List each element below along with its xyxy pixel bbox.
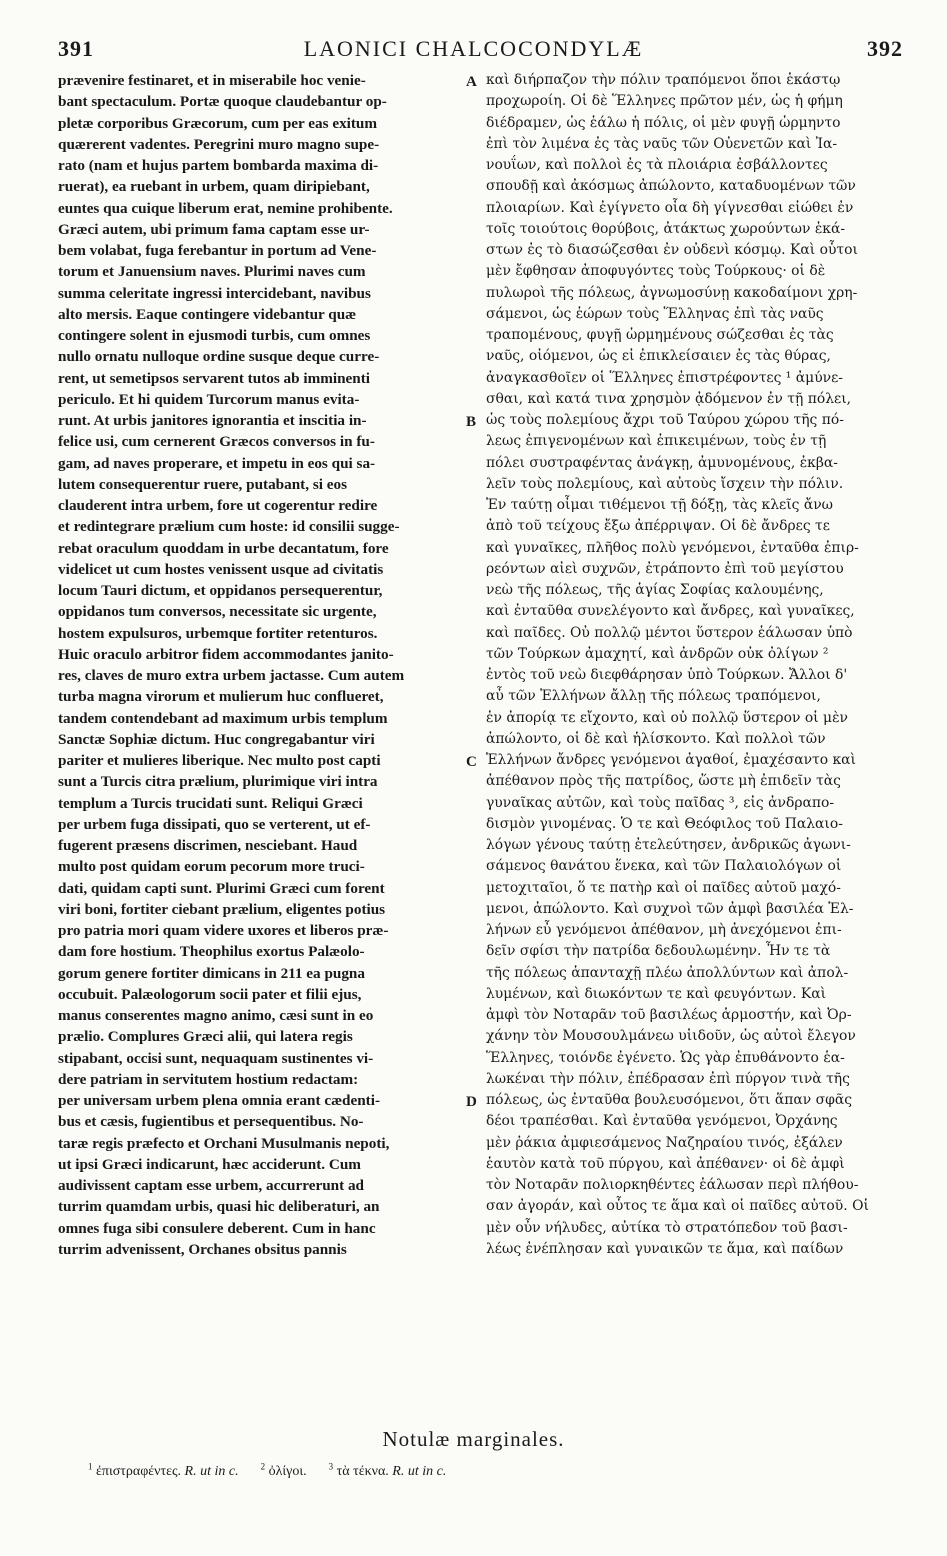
greek-text-line: πόλεως, ὡς ἐνταῦθα βουλευσόμενοι, ὅτι ἅπαν σφᾶς (486, 1092, 852, 1108)
greek-text-line: διέδραμεν, ὡς ἑάλω ἡ πόλις, οἱ μὲν φυγῇ ὡρμηντο (486, 114, 841, 131)
latin-text-line: turrim advenissent, Orchanes obsitus pannis (58, 1240, 347, 1258)
latin-text-line: bem volabat, fuga ferebantur in portum ad Vene- (58, 242, 377, 259)
footnote-editor-note: R. ut in c. (184, 1463, 239, 1479)
greek-text-line: τῶν Τούρκων ἀμαχητί, καὶ ἀνδρῶν οὐκ ὀλίγων ² (486, 645, 829, 662)
greek-text-line: καὶ παῖδες. Οὐ πολλῷ μέντοι ὕστερον ἑάλωσαν ὑπὸ (486, 624, 853, 641)
latin-text-line: turba magna virorum et mulierum huc conflueret, (58, 688, 384, 706)
latin-text-line: per universam urbem plena omnia erant cædenti- (58, 1092, 381, 1109)
latin-text-line: videlicet ut cum hostes venissent usque ad civitatis (58, 560, 384, 578)
greek-text-line: μὲν οὖν νήλυδες, αὐτίκα τὸ στρατόπεδον τοῦ βασι- (486, 1219, 848, 1236)
footnotes (88, 1461, 468, 1480)
section-mark-b: B (466, 414, 477, 430)
greek-text-line: σπουδῇ καὶ ἀκόσμως ἀπώλοντο, καταδυομένων τῶν (486, 178, 856, 195)
latin-text-line: ut ipsi Græci indicarunt, hæc acciderunt. Cum (58, 1155, 361, 1173)
section-mark-d: D (466, 1094, 477, 1110)
latin-text-line: stipabant, occisi sunt, nequaquam sustinentes vi- (58, 1049, 374, 1067)
latin-text-line: lutem consequerentur ruere, putabant, si eos (58, 475, 347, 493)
greek-text-line: νουΐων, καὶ πολλοὶ ἐς τὰ πλοιάρια ἐσβάλλοντες (486, 157, 828, 173)
latin-text-line: hostem expulsuros, urbemque fortiter retenturos. (58, 624, 378, 642)
greek-text-line: λωκέναι τὴν πόλιν, ἐπέδρασαν ἐπὶ πύργον τινὰ τῆς (486, 1070, 850, 1087)
latin-text-line: dam fore hostium. Theophilus exortus Palæolo- (58, 943, 365, 961)
greek-text-line: τοῖς τοιούτοις θορύβοις, ἀτάκτως χωρούντων ἑκά- (486, 220, 846, 237)
latin-text-line: runt. At urbis janitores ignorantia et inscitia in- (58, 412, 367, 429)
latin-text-line: locum Tauri dictum, et oppidanos persequerentur, (58, 582, 383, 599)
latin-text-line: fugerent præsens discrimen, nesciebant. Haud (58, 837, 358, 854)
latin-text-line: et redintegrare prælium cum hoste: id consilii sugge- (58, 518, 400, 536)
greek-text-line: στων ἐς τὸ διασώζεσθαι ἐν οὐδενὶ κόσμῳ. Καὶ οὗτοι (486, 242, 858, 258)
greek-column (486, 70, 906, 1260)
latin-text-line: euntes qua cuique liberum erat, nemine prohibente. (58, 199, 393, 217)
page-number-right: 392 (867, 36, 903, 61)
latin-text-line: bus et cæsis, fugientibus et persequentibus. No- (58, 1113, 364, 1131)
greek-text-line: μὲν ἔφθησαν ἀποφυγόντες τοὺς Τούρκους· οἱ δὲ (486, 263, 826, 280)
footnote (260, 1461, 307, 1479)
greek-text-line: σαν ἀγοράν, καὶ οὗτος τε ἅμα καὶ οἱ παῖδες αὐτοῦ. Οἱ (486, 1198, 869, 1215)
latin-text-line: manus conserentes magno animo, cæsi sunt in eo (58, 1007, 374, 1024)
section-mark-c: C (466, 754, 477, 770)
latin-text-line: bant spectaculum. Portæ quoque claudebantur op- (58, 93, 387, 111)
latin-text-line: clauderent intra urbem, fore ut cogerentur redire (58, 497, 378, 514)
latin-text-line: contingere solent in ejusmodi turbis, cum omnes (58, 327, 371, 344)
footnote-number: 3 (328, 1461, 334, 1471)
greek-text-line: γυναῖκας αὐτῶν, καὶ τοὺς παῖδας ³, εἰς ἀνδραπο- (486, 794, 835, 811)
greek-text-line: λεως ἐπιγενομένων καὶ ἐπικειμένων, τοὺς ἐν τῇ (486, 433, 827, 450)
latin-text-line: omnes fuga sibi consulere deberent. Cum in hanc (58, 1219, 376, 1237)
greek-text-line: μὲν ῥάκια ἀμφιεσάμενος Ναζηραίου τινός, ἐξάλεν (486, 1134, 843, 1151)
latin-text-line: quærerent vadentes. Peregrini muro magno supe- (58, 135, 380, 153)
greek-text-line: ἑαυτὸν κατὰ τοῦ πύργου, καὶ ἀπέθανεν· οἱ δὲ ἀμφὶ (486, 1155, 845, 1172)
latin-text-line: pariter et mulieres liberique. Nec multo post capti (58, 752, 381, 769)
latin-text-line: gam, ad naves properare, et impetu in eos qui sa- (58, 454, 376, 472)
greek-text-line: σάμενοι, ὡς ἑώρων τοὺς Ἕλληνας ἐπὶ τὰς ναῦς (486, 305, 824, 322)
latin-text-line: audivissent captam esse urbem, accurrerunt ad (58, 1177, 364, 1194)
latin-text-line: gorum genere fortiter dimicans in 211 ea pugna (58, 964, 365, 982)
greek-text-line: λυμένων, καὶ διωκόντων τε καὶ φευγόντων. Καὶ (486, 985, 827, 1002)
latin-text-line: res, claves de muro extra urbem jactasse. Cum autem (58, 667, 405, 684)
greek-text-line: ἐπὶ τὸν λιμένα ἐς τὰς ναῦς τῶν Οὐενετῶν καὶ Ἰα- (486, 135, 838, 152)
greek-text-line: πλοιαρίων. Καὶ ἐγίγνετο οἷα δὴ γίγνεσθαι εἰώθει ἐν (486, 199, 854, 216)
latin-text-line: viri boni, fortiter ciebant prælium, eligentes potius (58, 900, 386, 918)
greek-text-line: λέως ἐνέπλησαν καὶ γυναικῶν τε ἅμα, καὶ παίδων (486, 1240, 844, 1257)
latin-text-line: ruerat), ea ruebant in urbem, quam diripiebant, (58, 178, 370, 196)
latin-text-line: dati, quidam capti sunt. Plurimi Græci cum forent (58, 879, 385, 897)
greek-text-line: μετοχιταῖοι, ὅ τε πατὴρ καὶ οἱ παῖδες αὐτοῦ μαχό- (486, 879, 841, 896)
greek-text-line: δισμὸν γινομένας. Ὁ τε καὶ Θεόφιλος τοῦ Παλαιο- (486, 815, 843, 832)
greek-text-line: καὶ γυναῖκες, πλῆθος πολὺ γενόμενοι, ἐνταῦθα ἐπιρ- (486, 539, 859, 556)
greek-text-line: χάνην τὸν Μουσουλμάνεω υἱιδοῦν, ὡς αὐτοὶ ἔλεγον (486, 1028, 856, 1045)
latin-text-line: occubuit. Palæologorum socii pater et filii ejus, (58, 985, 362, 1003)
footnote (328, 1461, 447, 1479)
latin-text-line: periculo. Et hi quidem Turcorum manus evita- (58, 390, 360, 408)
latin-text-line: nullo ornatu nulloque ordine susque deque curre- (58, 348, 380, 366)
greek-text-line: Ἕλληνες, τοιόνδε ἐγένετο. Ὡς γὰρ ἐπυθάνοντο ἑα- (486, 1049, 845, 1066)
greek-text-line: λόγων γένους ταύτῃ ἐτελεύτησεν, ἀνδρικῶς ἀγωνι- (486, 837, 851, 853)
latin-text-line: prælio. Complures Græci alii, qui latera regis (58, 1028, 353, 1046)
greek-text-line: προχωροίη. Οἱ δὲ Ἕλληνες πρῶτον μέν, ὡς ἡ φήμη (486, 93, 843, 110)
notulae-heading: Notulæ marginales. (382, 1427, 565, 1451)
greek-text-line: νεὼ τῆς πόλεως, τῆς ἁγίας Σοφίας καλουμένης, (486, 582, 824, 598)
greek-text-line: ρεόντων αἰεὶ συχνῶν, ἐτράποντο ἐπὶ τοῦ μεγίστου (486, 560, 844, 577)
latin-column (58, 70, 460, 1260)
latin-text-line: turrim quamdam urbis, quasi hic deliberaturi, an (58, 1198, 380, 1216)
latin-text-line: rato (nam et hujus partem bombarda maxima di- (58, 157, 379, 174)
greek-text-line: ἀμφὶ τὸν Νοταρᾶν τοῦ βασιλέως ἁρμοστήν, καὶ Ὀρ- (486, 1007, 852, 1023)
latin-text-line: oppidanos tum conversos, necessitate sic urgente, (58, 603, 377, 621)
greek-text-line: ἐν ἀπορίᾳ τε εἴχοντο, καὶ οὐ πολλῷ ὕστερον οἱ μὲν (486, 709, 848, 726)
greek-text-line: ἀπέθανον πρὸς τῆς πατρίδος, ὥστε μὴ ἐπιδεῖν τὰς (486, 773, 841, 790)
greek-text-line: δεῖν σφίσι τὴν πατρίδα δεδουλωμένην. Ἦν τε τὰ (486, 943, 831, 960)
section-mark-a: A (466, 74, 477, 90)
latin-text-line: torum et Januensium naves. Plurimi naves cum (58, 263, 366, 281)
greek-text-line: δέοι τραπέσθαι. Καὶ ἐνταῦθα γενόμενοι, Ὀρχάνης (486, 1113, 838, 1130)
footnote-text: ἐπιστραφέντες. (96, 1463, 182, 1479)
greek-text-line: πυλωροὶ τῆς πόλεως, ἀγνωμοσύνῃ κακοδαίμονι χρη- (486, 284, 858, 301)
greek-text-line: λεῖν τοὺς πολεμίους, καὶ αὐτοὺς ἴσχειν τὴν πόλιν. (486, 475, 844, 492)
latin-text-line: Huic oraculo arbitror fidem accommodantes janito- (58, 645, 394, 663)
latin-text-line: taræ regis præfecto et Orchani Musulmanis nepoti, (58, 1134, 390, 1152)
greek-text-line: ἐντὸς τοῦ νεὼ διεφθάρησαν ὑπὸ Τούρκων. Ἄλλοι δ' (486, 667, 848, 683)
latin-text-line: sunt a Turcis citra prælium, plurimique viri intra (58, 773, 378, 791)
latin-text-line: tandem contendebant ad maximum urbis templum (58, 709, 388, 727)
latin-text-line: rebat oraculum quoddam in urbe decantatum, fore (58, 539, 389, 557)
greek-text-line: ἀπώλοντο, οἱ δὲ καὶ ἡλίσκοντο. Καὶ πολλοὶ τῶν (486, 730, 826, 747)
running-head: LAONICI CHALCOCONDYLÆ (303, 36, 644, 61)
greek-text-line: λήνων εὖ γενόμενοι ἀπέθανον, μὴ ἀνεχόμενοι ἐπι- (486, 922, 842, 938)
latin-text-line: rent, ut semetipsos servarent tutos ab imminenti (58, 369, 371, 387)
greek-text-line: καὶ ἐνταῦθα συνελέγοντο καὶ ἄνδρες, καὶ γυναῖκες, (486, 603, 855, 620)
latin-text-line: templum a Turcis trucidati sunt. Reliqui Græci (58, 794, 363, 812)
latin-text-line: pletæ corporibus Græcorum, cum per eas exitum (58, 114, 378, 132)
greek-text-line: Ἑλλήνων ἄνδρες γενόμενοι ἀγαθοί, ἐμαχέσαντο καὶ (486, 752, 857, 768)
latin-text-line: multo post quidam eorum pecorum more truci- (58, 858, 365, 876)
greek-text-line: ὡς τοὺς πολεμίους ἄχρι τοῦ Ταύρου χώρου τῆς πό- (486, 412, 844, 428)
greek-text-line: πόλει συστραφέντας ἀνάγκῃ, ἀμυνομένους, ἐκβα- (486, 454, 838, 471)
latin-text-line: Sanctæ Sophiæ dictum. Huc congregabantur viri (58, 730, 375, 748)
greek-text-line: μενοι, ἀπώλοντο. Καὶ συχνοὶ τῶν ἀμφὶ βασιλέα Ἑλ- (486, 900, 854, 917)
greek-text-line: τὸν Νοταρᾶν πολιορκηθέντες ἑάλωσαν περὶ πλήθου- (486, 1177, 859, 1193)
footnote-text: ὀλίγοι. (268, 1463, 307, 1479)
greek-text-line: τραπομένους, φυγῇ ὡρμημένους σώζεσθαι ἐς τὰς (486, 327, 834, 343)
page-number-left: 391 (58, 36, 94, 61)
latin-text-line: felice usi, cum cernerent Græcos conversos in fu- (58, 433, 375, 451)
greek-text-line: ἀναγκασθοῖεν οἱ Ἕλληνες ἐπιστρέφοντες ¹ ἀμύνε- (486, 369, 843, 386)
latin-text-line: per urbem fuga dissipati, quo se verterent, ut ef- (58, 815, 371, 833)
footnote-number: 2 (260, 1461, 266, 1471)
footnote-number: 1 (88, 1461, 93, 1471)
latin-text-line: alto mersis. Eaque contingere videbantur quæ (58, 305, 357, 323)
greek-text-line: σθαι, καὶ κατά τινα χρησμὸν ᾀδόμενον ἐν τῇ πόλει, (486, 390, 852, 407)
footnote (88, 1461, 239, 1479)
greek-text-line: ἀπὸ τοῦ τείχους ἔξω ἀπέρριψαν. Οἱ δὲ ἄνδρες τε (486, 518, 830, 535)
greek-text-line: τῆς πόλεως ἁπανταχῇ πλέω ἀπολλύντων καὶ ἀπολ- (486, 964, 849, 981)
greek-text-line: αὖ τῶν Ἑλλήνων ἄλλῃ τῆς πόλεως τραπόμενοι, (486, 688, 821, 705)
latin-text-line: summa celeritate ingressi intercidebant, navibus (58, 284, 371, 302)
footnote-text: τὰ τέκνα. (336, 1463, 389, 1479)
latin-text-line: pro patria mori quam videre uxores et liberos præ- (58, 922, 389, 939)
footnote-editor-note: R. ut in c. (392, 1463, 447, 1479)
latin-text-line: Græci autem, ubi primum fama captam esse ur- (58, 220, 370, 238)
latin-text-line: dere patriam in servitutem hostium redactam: (58, 1070, 359, 1088)
greek-text-line: ναῦς, οἰόμενοι, ὡς εἰ ἐπικλείσαιεν ἐς τὰς θύρας, (486, 348, 831, 365)
latin-text-line: prævenire festinaret, et in miserabile hoc venie- (58, 72, 366, 89)
greek-text-line: σάμενος θανάτου ἕνεκα, καὶ τῶν Παλαιολόγων οἱ (486, 858, 842, 875)
greek-text-line: καὶ διήρπαζον τὴν πόλιν τραπόμενοι ὅποι ἑκάστῳ (486, 72, 841, 88)
greek-text-line: Ἐν ταύτῃ οἶμαι τιθέμενοι τῇ δόξῃ, τὰς κλεῖς ἄνω (486, 497, 833, 513)
